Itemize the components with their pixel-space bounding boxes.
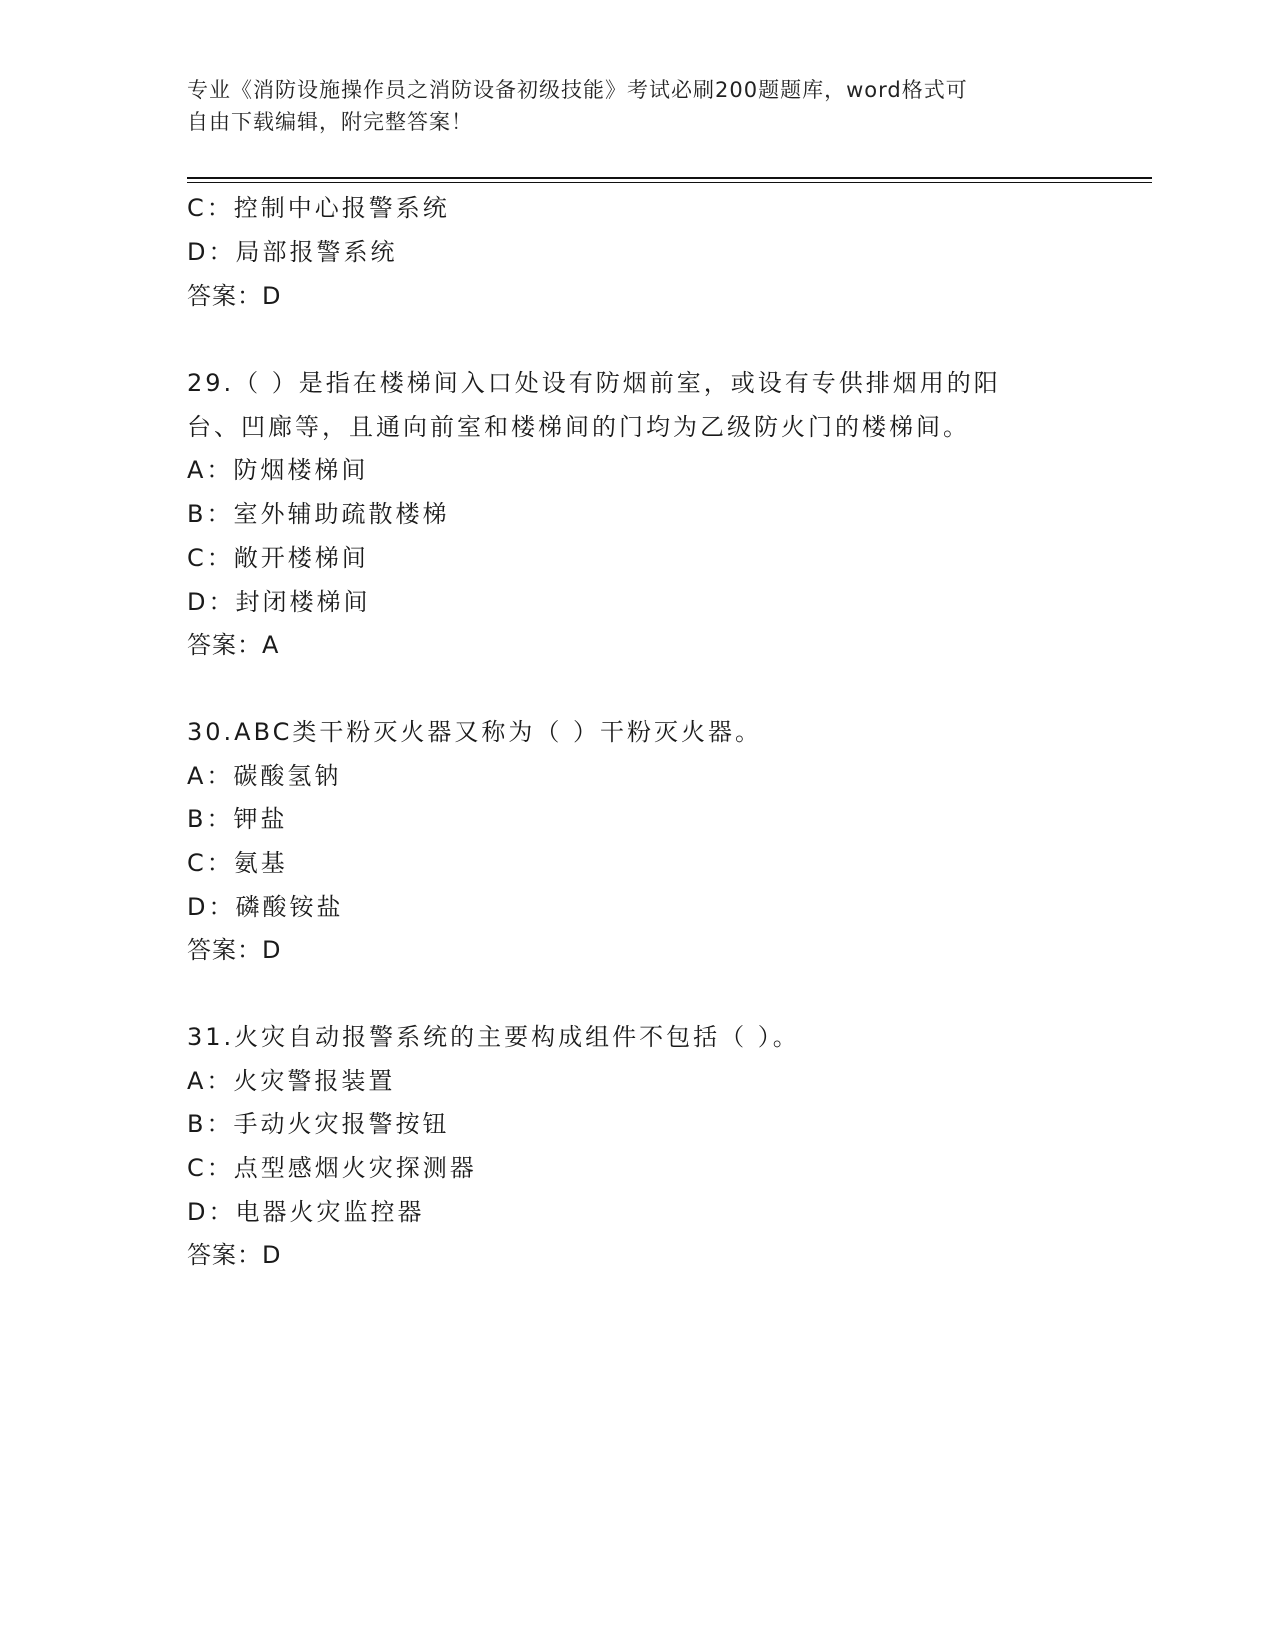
q30-answer: 答案：D	[187, 936, 282, 964]
prev-answer: 答案：D	[187, 282, 282, 310]
q30-option-d: D：磷酸铵盐	[187, 893, 344, 921]
prev-option-c: C：控制中心报警系统	[187, 194, 450, 222]
header-line-1: 专业《消防设施操作员之消防设备初级技能》考试必刷200题题库，word格式可	[187, 78, 968, 102]
q30-option-a: A：碳酸氢钠	[187, 762, 342, 790]
q29-option-a: A：防烟楼梯间	[187, 456, 369, 484]
q31-answer: 答案：D	[187, 1241, 282, 1269]
q29-stem-line-1: 29.（ ）是指在楼梯间入口处设有防烟前室，或设有专供排烟用的阳	[187, 369, 1001, 397]
q29-option-c: C：敞开楼梯间	[187, 544, 369, 572]
q31-option-d: D：电器火灾监控器	[187, 1198, 425, 1226]
q31-option-a: A：火灾警报装置	[187, 1067, 396, 1095]
q31-option-c: C：点型感烟火灾探测器	[187, 1154, 477, 1182]
header-line-2: 自由下载编辑，附完整答案！	[187, 110, 473, 134]
header-divider-thick	[187, 177, 1152, 179]
prev-option-d: D：局部报警系统	[187, 238, 398, 266]
q29-stem-line-2: 台、凹廊等，且通向前室和楼梯间的门均为乙级防火门的楼梯间。	[187, 413, 970, 441]
header-divider-thin	[187, 182, 1152, 183]
page-header	[187, 74, 1067, 138]
q29-option-b: B：室外辅助疏散楼梯	[187, 500, 450, 528]
q30-option-c: C：氨基	[187, 849, 288, 877]
q29-answer: 答案：A	[187, 631, 280, 659]
q31-option-b: B：手动火灾报警按钮	[187, 1110, 450, 1138]
q29-option-d: D：封闭楼梯间	[187, 588, 371, 616]
q30-option-b: B：钾盐	[187, 805, 288, 833]
q31-stem: 31.火灾自动报警系统的主要构成组件不包括（ ）。	[187, 1023, 800, 1051]
q30-stem: 30.ABC类干粉灭火器又称为（ ）干粉灭火器。	[187, 718, 763, 746]
